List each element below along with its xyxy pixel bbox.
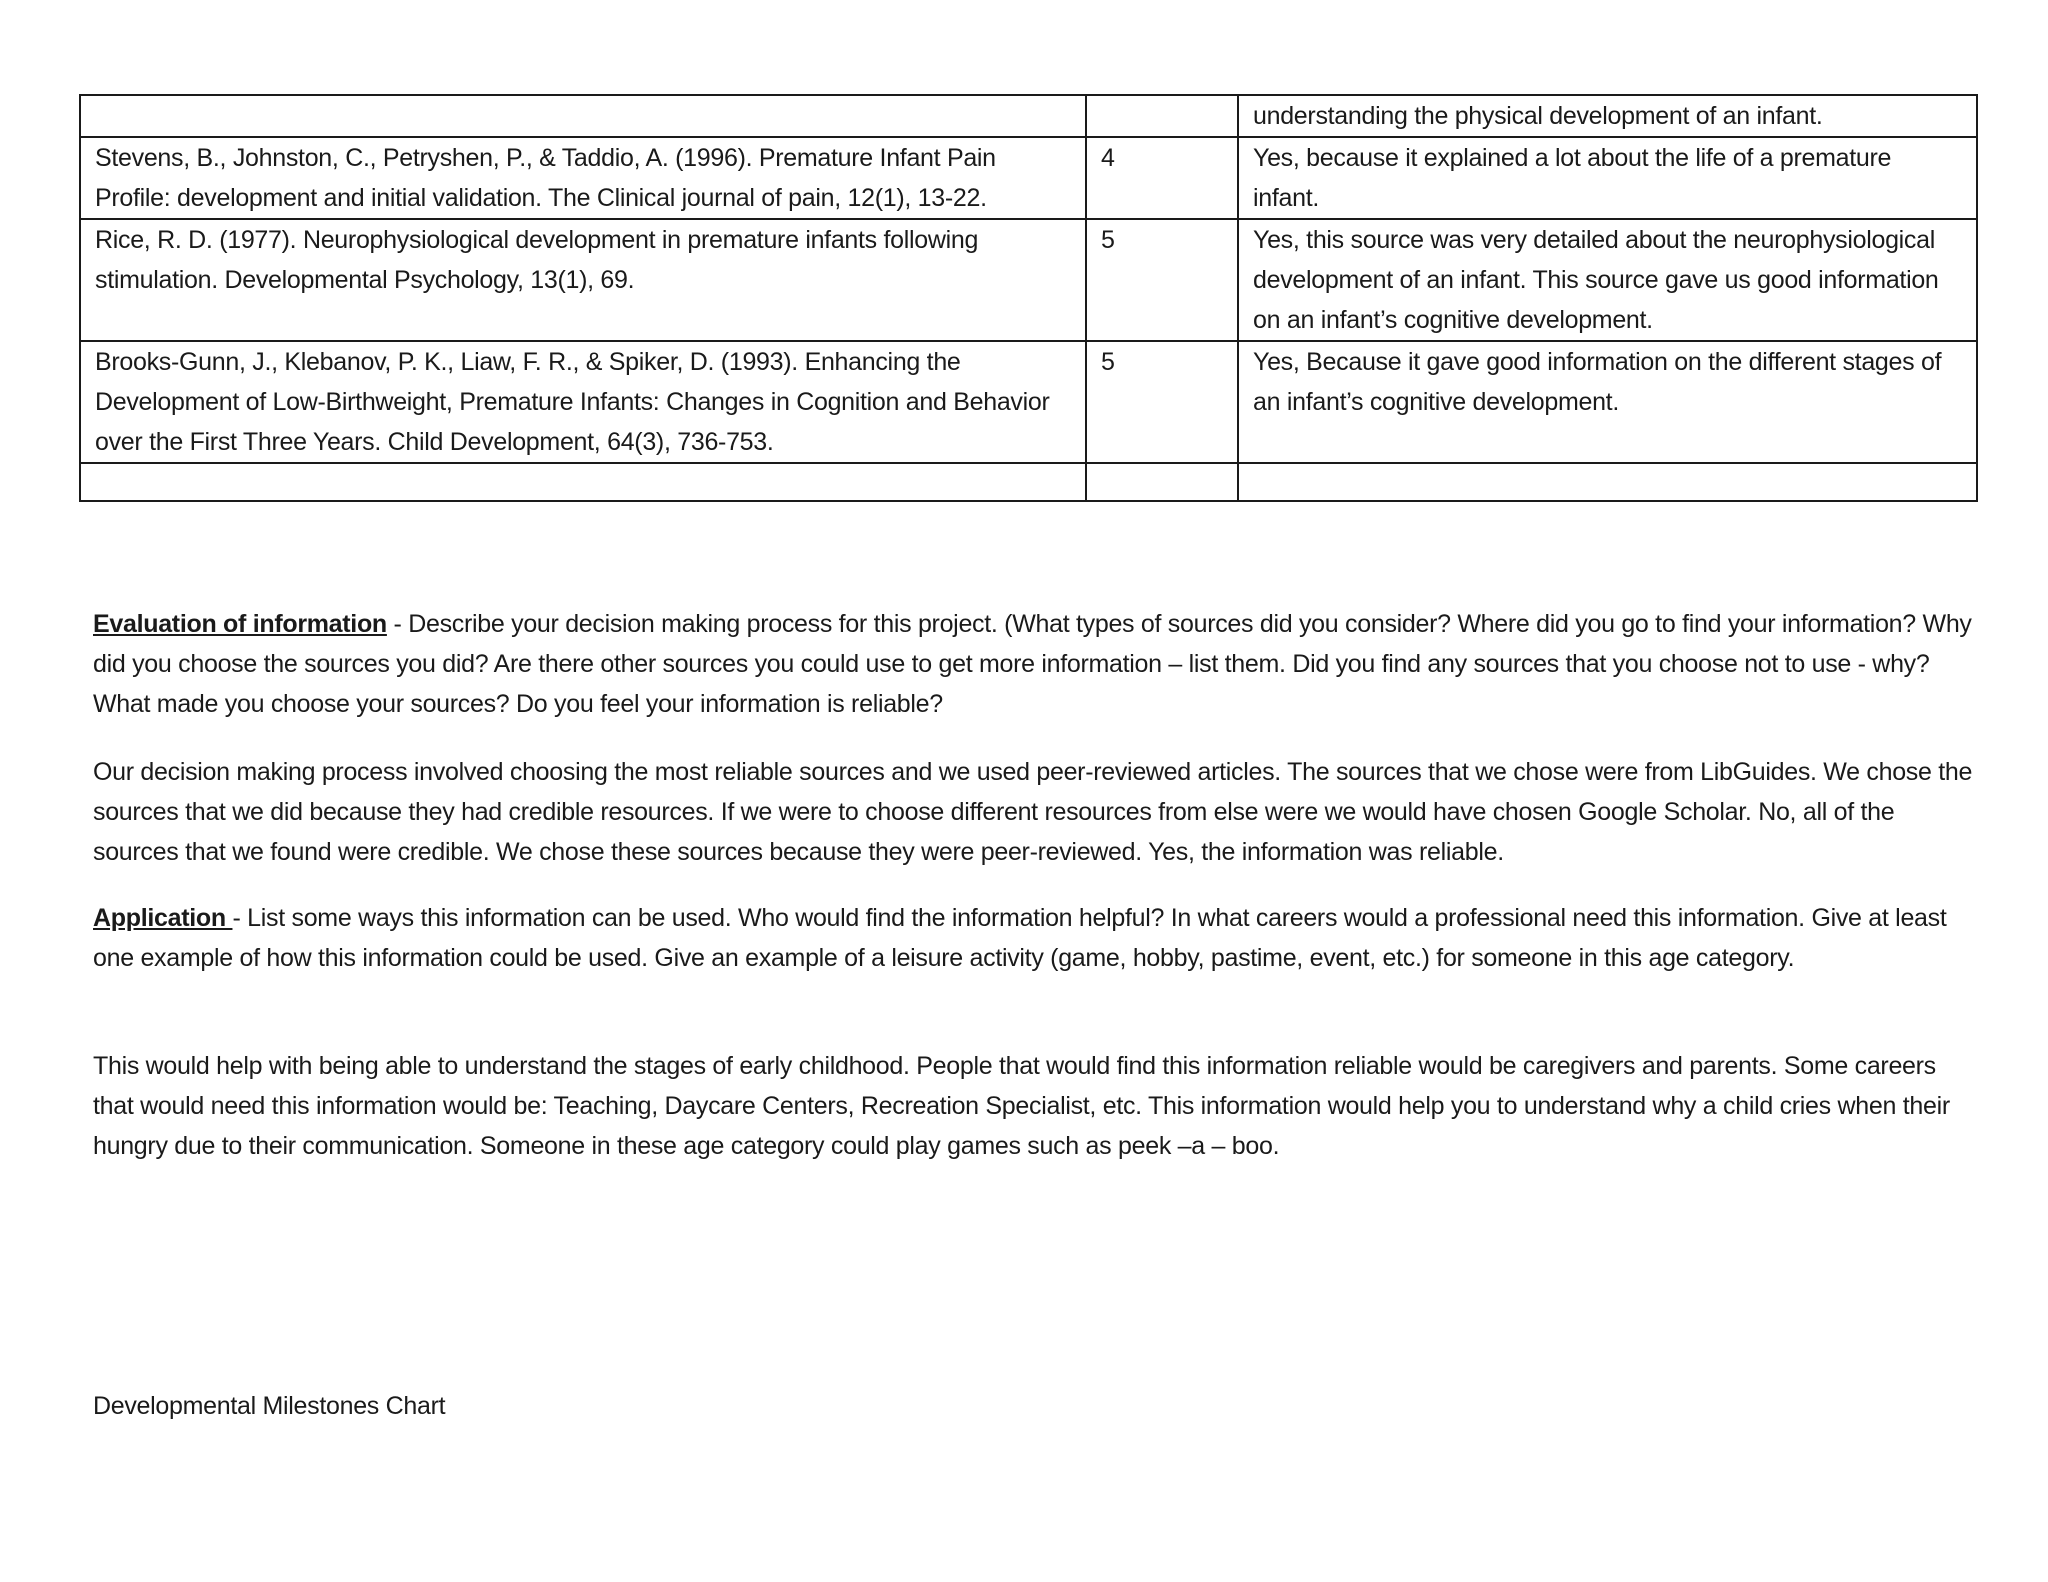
application-heading: Application	[93, 904, 233, 932]
table-row	[80, 95, 1977, 137]
evaluation-prompt	[93, 604, 1973, 724]
comment-cell	[1238, 463, 1977, 501]
table-row	[80, 463, 1977, 501]
evaluation-answer: Our decision making process involved choosing the most reliable sources and we used peer-reviewed articles. The sources that we chose were from LibGuides. We chose the sources that we did because they had credible resources. If we were to choose different resources from else were we would have chosen Google Scholar. No, all of the sources that we found were credible. We chose these sources because they were peer-reviewed. Yes, the information was reliable.	[93, 758, 1973, 866]
rating-cell	[1086, 463, 1238, 501]
comment-cell: Yes, this source was very detailed about the neurophysiological development of an infant. This source gave us good information on an infant’s cognitive development.	[1238, 219, 1977, 341]
milestones-chart-title: Developmental Milestones Chart	[93, 1392, 446, 1420]
citation-cell	[80, 463, 1086, 501]
application-answer: This would help with being able to understand the stages of early childhood. People that would find this information reliable would be caregivers and parents. Some careers that would need this information would be: Teaching, Daycare Centers, Recreation Specialist, etc. This information would help you to understand why a child cries when their hungry due to their communication. Someone in these age category could play games such as peek –a – boo.	[93, 1052, 1950, 1160]
rating-cell: 5	[1086, 341, 1238, 463]
evaluation-heading: Evaluation of information	[93, 610, 387, 638]
comment-cell: Yes, Because it gave good information on the different stages of an infant’s cognitive development.	[1238, 341, 1977, 463]
citation-cell	[80, 95, 1086, 137]
citation-cell: Brooks-Gunn, J., Klebanov, P. K., Liaw, F. R., & Spiker, D. (1993). Enhancing the Development of Low-Birthweight, Premature Infants: Changes in Cognition and Behavior over the First Three Years. Child Development, 64(3), 736-753.	[80, 341, 1086, 463]
sources-table	[79, 94, 1978, 502]
application-prompt-text: - List some ways this information can be used. Who would find the information helpful? In what careers would a professional need this information. Give at least one example of how this information could be used. Give an example of a leisure activity (game, hobby, pastime, event, etc.) for someone in this age category.	[93, 904, 1947, 972]
comment-cell: understanding the physical development of an infant.	[1238, 95, 1977, 137]
evaluation-prompt-text: - Describe your decision making process for this project. (What types of sources did you consider? Where did you go to find your information? Why did you choose the sources you did? Are there other sources you could use to get more information – list them. Did you find any sources that you choose not to use - why? What made you choose your sources? Do you feel your information is reliable?	[93, 610, 1972, 718]
table-row	[80, 341, 1977, 463]
rating-cell: 4	[1086, 137, 1238, 219]
citation-cell: Stevens, B., Johnston, C., Petryshen, P., & Taddio, A. (1996). Premature Infant Pain Profile: development and initial validation. The Clinical journal of pain, 12(1), 13-22.	[80, 137, 1086, 219]
application-prompt	[93, 898, 1973, 978]
table-row	[80, 219, 1977, 341]
comment-cell: Yes, because it explained a lot about the life of a premature infant.	[1238, 137, 1977, 219]
rating-cell: 5	[1086, 219, 1238, 341]
table-row	[80, 137, 1977, 219]
rating-cell	[1086, 95, 1238, 137]
citation-cell: Rice, R. D. (1977). Neurophysiological development in premature infants following stimulation. Developmental Psychology, 13(1), 69.	[80, 219, 1086, 341]
